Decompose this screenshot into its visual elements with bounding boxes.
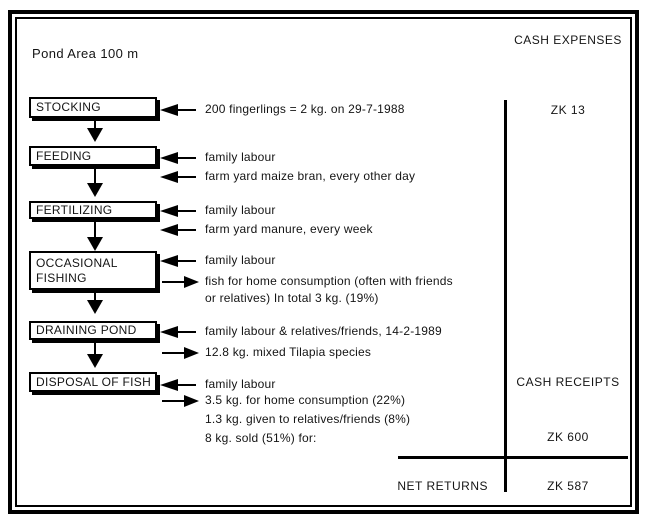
annotation-row (160, 221, 373, 238)
annotation-row (160, 392, 405, 409)
arrow-head (160, 224, 178, 236)
arrow-tail (178, 331, 196, 333)
annotation-row (160, 430, 317, 447)
input-arrow-icon (160, 171, 200, 183)
down-arrow-head (87, 237, 103, 251)
output-arrow-icon (160, 395, 200, 407)
receipt-value-sales: ZK 600 (547, 430, 589, 444)
down-arrow-stem (94, 120, 96, 128)
arrow-tail (162, 400, 184, 402)
stage-box-feeding: FEEDING (29, 146, 157, 166)
arrow-head (160, 326, 178, 338)
annotation-text: 12.8 kg. mixed Tilapia species (205, 345, 372, 359)
down-arrow-icon (87, 292, 103, 314)
annotation-text: 200 fingerlings = 2 kg. on 29-7-1988 (205, 102, 405, 116)
cash-receipts-header: CASH RECEIPTS (516, 375, 620, 389)
down-arrow-head (87, 354, 103, 368)
arrow-tail (178, 229, 196, 231)
down-arrow-stem (94, 168, 96, 183)
arrow-tail (178, 384, 196, 386)
annotation-row (160, 252, 276, 269)
ledger-vertical-line (504, 100, 507, 492)
down-arrow-icon (87, 342, 103, 368)
down-arrow-head (87, 183, 103, 197)
output-arrow-icon (160, 276, 200, 288)
annotation-text: fish for home consumption (often with friends or relatives) In total 3 kg. (19%) (205, 274, 453, 305)
annotation-row (160, 376, 276, 393)
stage-box-stocking: STOCKING (29, 97, 157, 118)
annotation-text: family labour (205, 377, 276, 391)
arrow-head (160, 104, 178, 116)
ledger-horizontal-line (398, 456, 628, 459)
down-arrow-head (87, 128, 103, 142)
net-returns-value: ZK 587 (547, 479, 589, 493)
arrow-tail (178, 157, 196, 159)
annotation-text: farm yard maize bran, every other day (205, 169, 416, 183)
arrow-head (160, 255, 178, 267)
annotation-row (160, 323, 442, 340)
annotation-text: family labour (205, 203, 276, 217)
annotation-row (160, 273, 455, 307)
arrow-head (184, 347, 199, 359)
annotation-text: 1.3 kg. given to relatives/friends (8%) (205, 412, 411, 426)
arrow-tail (162, 352, 184, 354)
annotation-row (160, 168, 415, 185)
cash-expenses-header: CASH EXPENSES (514, 33, 622, 47)
arrow-tail (162, 281, 184, 283)
input-arrow-icon (160, 205, 200, 217)
down-arrow-stem (94, 292, 96, 300)
arrow-head (184, 395, 199, 407)
arrow-head (160, 171, 178, 183)
arrow-head (160, 152, 178, 164)
arrow-tail (178, 210, 196, 212)
annotation-row (160, 344, 371, 361)
down-arrow-stem (94, 342, 96, 354)
annotation-row (160, 411, 410, 428)
net-returns-label: NET RETURNS (397, 479, 488, 493)
stage-box-occasional-fishing: OCCASIONAL FISHING (29, 251, 157, 290)
annotation-row (160, 202, 276, 219)
annotation-text: farm yard manure, every week (205, 222, 373, 236)
annotation-row (160, 149, 276, 166)
stage-box-fertilizing: FERTILIZING (29, 201, 157, 219)
input-arrow-icon (160, 152, 200, 164)
stage-box-disposal-of-fish: DISPOSAL OF FISH (29, 372, 157, 392)
arrow-tail (178, 109, 196, 111)
input-arrow-icon (160, 255, 200, 267)
arrow-head (160, 205, 178, 217)
input-arrow-icon (160, 326, 200, 338)
arrow-tail (178, 176, 196, 178)
stage-box-draining-pond: DRAINING POND (29, 321, 157, 340)
down-arrow-head (87, 300, 103, 314)
down-arrow-stem (94, 221, 96, 237)
arrow-head (160, 379, 178, 391)
input-arrow-icon (160, 379, 200, 391)
annotation-text: family labour & relatives/friends, 14-2-1989 (205, 324, 442, 338)
annotation-row (160, 101, 405, 118)
input-arrow-icon (160, 104, 200, 116)
down-arrow-icon (87, 221, 103, 251)
pond-area-label: Pond Area 100 m (32, 46, 139, 61)
output-arrow-icon (160, 347, 200, 359)
arrow-head (184, 276, 199, 288)
annotation-text: family labour (205, 253, 276, 267)
down-arrow-icon (87, 168, 103, 197)
arrow-tail (178, 260, 196, 262)
annotation-text: family labour (205, 150, 276, 164)
annotation-text: 8 kg. sold (51%) for: (205, 431, 317, 445)
annotation-text: 3.5 kg. for home consumption (22%) (205, 393, 406, 407)
down-arrow-icon (87, 120, 103, 142)
input-arrow-icon (160, 224, 200, 236)
expense-value-stocking: ZK 13 (550, 103, 586, 117)
